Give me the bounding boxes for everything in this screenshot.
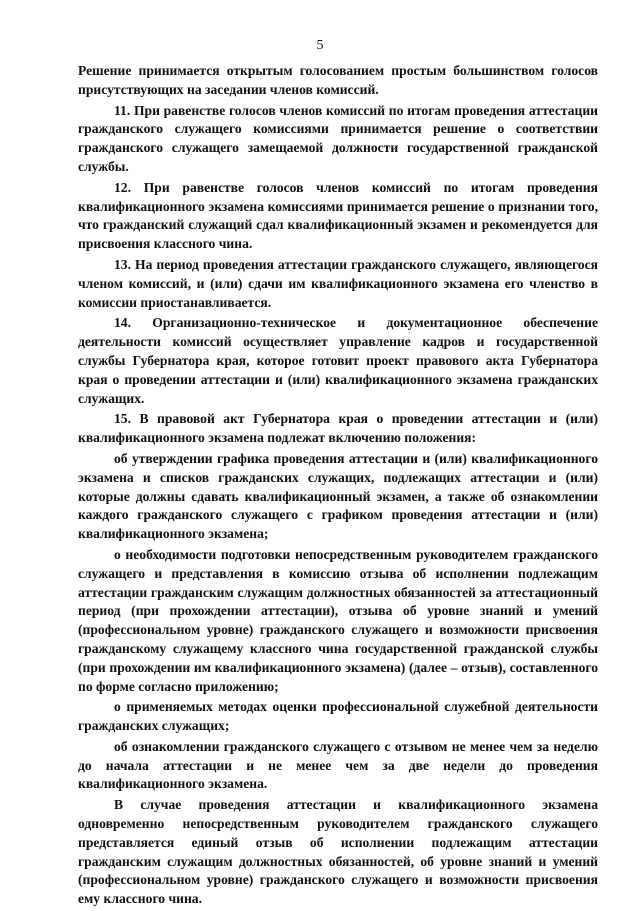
paragraph-provision-review: о необходимости подготовки непосредственным руководителем гражданского служащего и представления в комиссию отзыва об исполнении подлежащим аттестации гражданским служащим должностных обязанностей за аттестационный период (при прохождении аттестации), отзыва об уровне знаний и умений (профессиональном уровне) гражданского служащего и возможности присвоения гражданскому служащему классного чина государственной гражданской службы (при прохождении им квалификационного экзамена) (далее – отзыв), составленного по форме согласно приложению;	[78, 546, 598, 694]
paragraph-continuation: Решение принимается открытым голосованием простым большинством голосов присутствующих на заседании членов комиссий.	[78, 63, 598, 97]
page-number: 5	[316, 38, 324, 53]
document-body	[78, 62, 598, 911]
paragraph-provision-schedule: об утверждении графика проведения аттестации и (или) квалификационного экзамена и списков гражданских служащих, подлежащих аттестации и (или) которые должны сдавать квалификационный экзамен, а также об ознакомлении каждого гражданского служащего с графиком проведения аттестации и (или) квалификационного экзамена;	[78, 450, 598, 542]
paragraph-provision-familiarization: об ознакомлении гражданского служащего с отзывом не менее чем за неделю до начала аттестации и не менее чем за две недели до проведения квалификационного экзамена.	[78, 738, 598, 792]
paragraph-single-review: В случае проведения аттестации и квалификационного экзамена одновременно непосредственным руководителем гражданского служащего представляется единый отзыв об исполнении подлежащим аттестации гражданским служащим должностных обязанностей, об уровне знаний и умений (профессиональном уровне) гражданского служащего и возможности присвоения ему классного чина.	[78, 797, 598, 907]
paragraph-item-15: 15. В правовой акт Губернатора края о проведении аттестации и (или) квалификационного экзамена подлежат включению положения:	[78, 411, 598, 446]
paragraph-item-14: 14. Организационно-техническое и документационное обеспечение деятельности комиссий осуществляет управление кадров и государственной службы Губернатора края, которое готовит проект правового акта Губернатора края о проведении аттестации и (или) квалификационного экзамена гражданских служащих.	[78, 315, 598, 406]
paragraph-provision-methods: о применяемых методах оценки профессиональной служебной деятельности гражданских служащих;	[78, 699, 598, 734]
paragraph-item-13: 13. На период проведения аттестации гражданского служащего, являющегося членом комиссий, и (или) сдачи им квалификационного экзамена его членство в комиссии приостанавливается.	[78, 256, 598, 310]
paragraph-item-12: 12. При равенстве голосов членов комиссий по итогам проведения квалификационного экзамена комиссиями принимается решение о признании того, что гражданский служащий сдал квалификационный экзамен и рекомендуется для присвоения классного чина.	[78, 179, 598, 252]
paragraph-item-11: 11. При равенстве голосов членов комиссий по итогам проведения аттестации гражданского служащего комиссиями принимается решение о соответствии гражданского служащего замещаемой должности государственной гражданской службы.	[78, 102, 598, 174]
